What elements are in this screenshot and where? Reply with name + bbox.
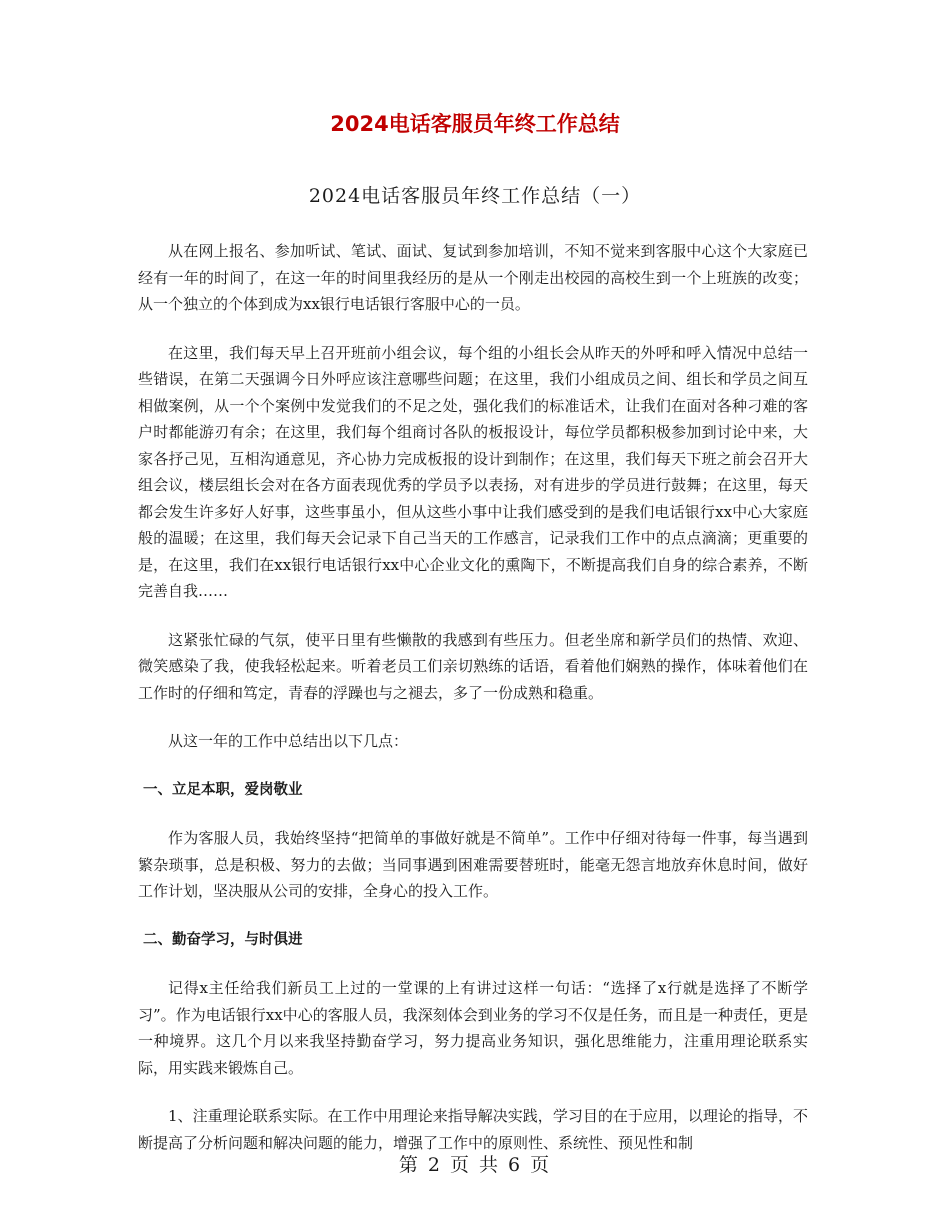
paragraph: 1、注重理论联系实际。在工作中用理论来指导解决实践，学习目的在于应用，以理论的指导，不断提高了分析问题和解决问题的能力，增强了工作中的原则性、系统性、预见性和制 bbox=[138, 1107, 808, 1152]
section-heading: 二、勤奋学习，与时俱进 bbox=[143, 931, 303, 948]
page-number: 第 2 页 共 6 页 bbox=[398, 1154, 552, 1176]
paragraph: 记得x主任给我们新员工上过的一堂课的上有讲过这样一句话：“选择了x行就是选择了不断学习”。作为电话银行xx中心的客服人员，我深刻体会到业务的学习不仅是任务，而且是一种责任，更是一种境界。这几个月以来我坚持勤奋学习，努力提高业务知识，强化思维能力，注重用理论联系实际，用实践来锻炼自己。 bbox=[138, 979, 808, 1077]
paragraph: 在这里，我们每天早上召开班前小组会议，每个组的小组长会从昨天的外呼和呼入情况中总结一些错误，在第二天强调今日外呼应该注意哪些问题；在这里，我们小组成员之间、组长和学员之间互相做案例，从一个个案例中发觉我们的不足之处，强化我们的标准话术，让我们在面对各种刁难的客户时都能游刃有余；在这里，我们每个组商讨各队的板报设计，每位学员都积极参加到讨论中来，大家各抒己见，互相沟通意见，齐心协力完成板报的设计到制作；在这里，我们每天下班之前会召开大组会议，楼层组长会对在各方面表现优秀的学员予以表扬，对有进步的学员进行鼓舞；在这里，每天都会发生许多好人好事，这些事虽小，但从这些小事中让我们感受到的是我们电话银行xx中心大家庭般的温暖；在这里，我们每天会记录下自己当天的工作感言，记录我们工作中的点点滴滴；更重要的是，在这里，我们在xx银行电话银行xx中心企业文化的熏陶下，不断提高我们自身的综合素养，不断完善自我…… bbox=[138, 343, 808, 600]
section-heading: 一、立足本职，爱岗敬业 bbox=[143, 781, 303, 798]
document-title: 2024电话客服员年终工作总结 bbox=[330, 112, 620, 136]
document-subtitle: 2024电话客服员年终工作总结（一） bbox=[308, 185, 642, 207]
paragraph: 从这一年的工作中总结出以下几点： bbox=[168, 732, 409, 750]
document-body bbox=[138, 238, 808, 1156]
paragraph: 作为客服人员，我始终坚持“把简单的事做好就是不简单”。工作中仔细对待每一件事，每当遇到繁杂琐事，总是积极、努力的去做；当同事遇到困难需要替班时，能毫无怨言地放弃休息时间，做好工作计划，坚决服从公司的安排，全身心的投入工作。 bbox=[138, 829, 808, 900]
paragraph: 这紧张忙碌的气氛，使平日里有些懒散的我感到有些压力。但老坐席和新学员们的热情、欢迎、微笑感染了我，使我轻松起来。听着老员工们亲切熟练的话语，看着他们娴熟的操作，体味着他们在工作时的仔细和笃定，青春的浮躁也与之褪去，多了一份成熟和稳重。 bbox=[138, 630, 808, 702]
paragraph: 从在网上报名、参加听试、笔试、面试、复试到参加培训，不知不觉来到客服中心这个大家庭已经有一年的时间了，在这一年的时间里我经历的是从一个刚走出校园的高校生到一个上班族的改变；从一个独立的个体到成为xx银行电话银行客服中心的一员。 bbox=[138, 242, 808, 313]
